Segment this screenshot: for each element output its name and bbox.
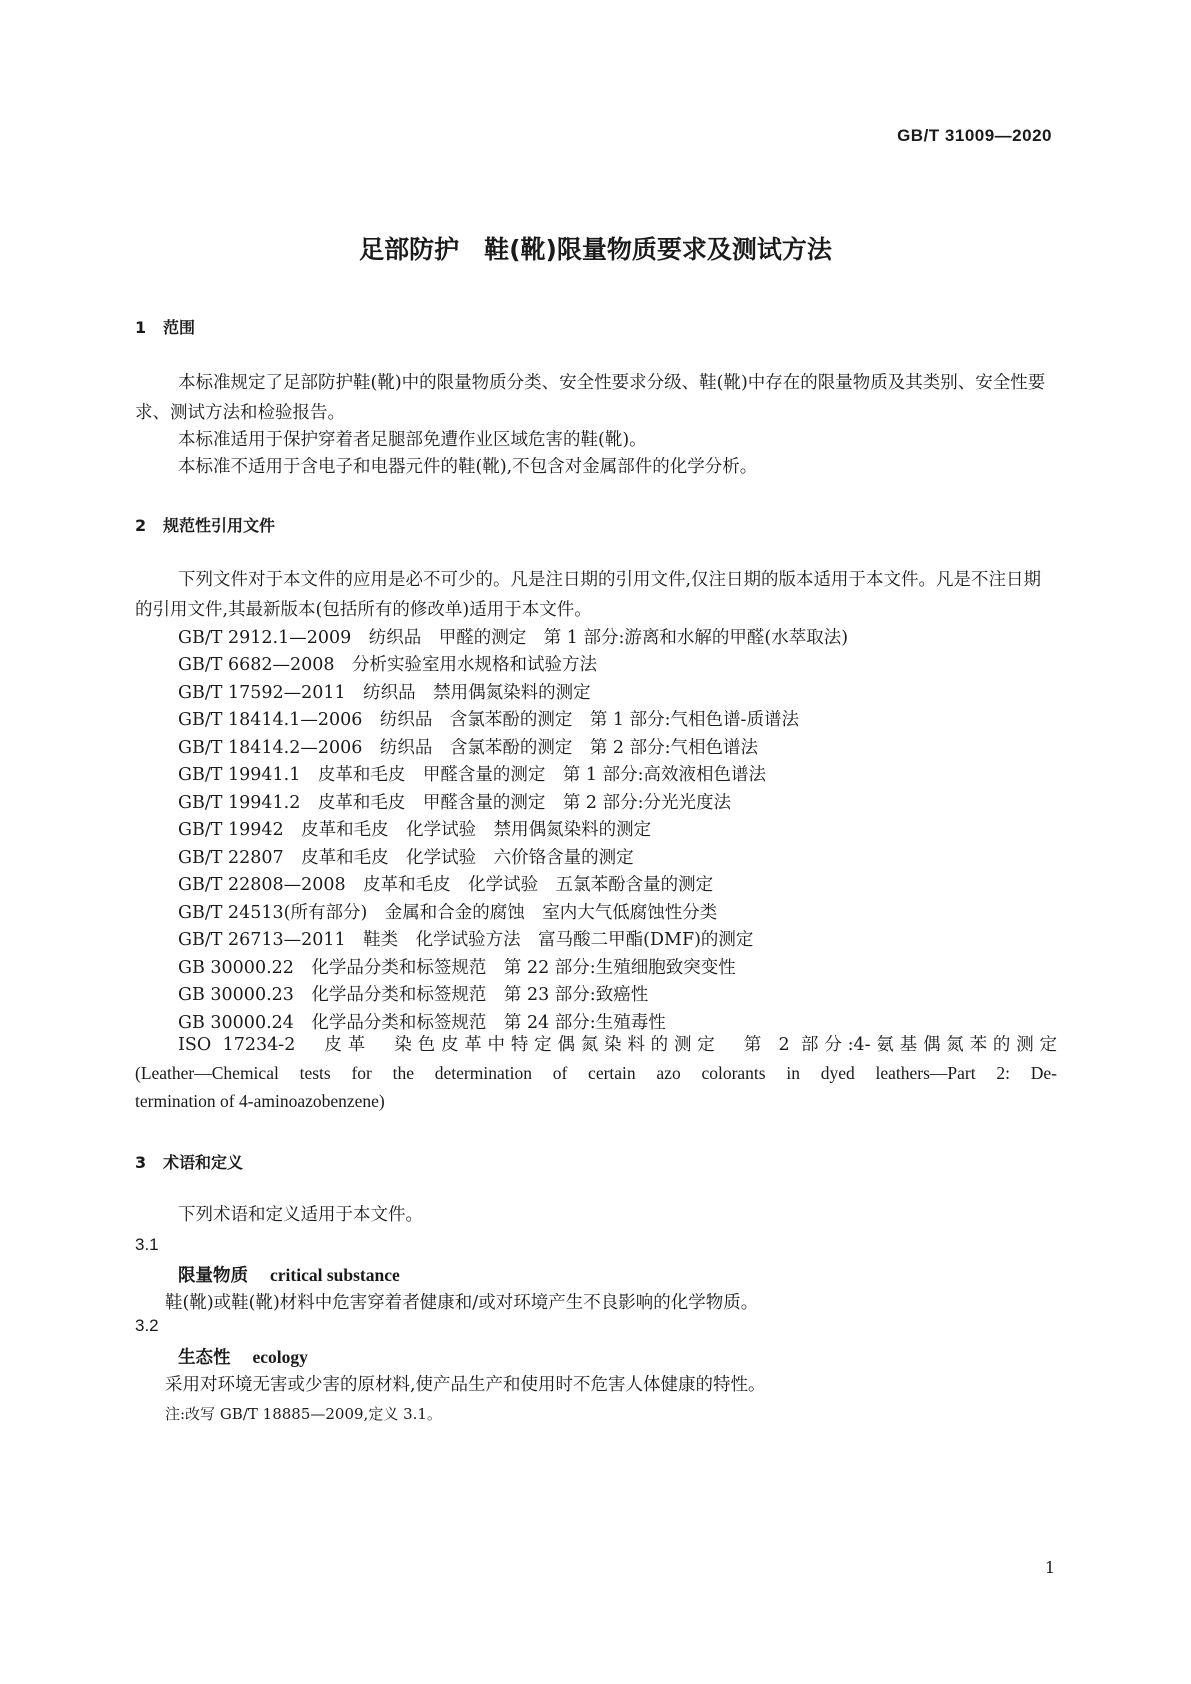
reference-item: GB 30000.22 化学品分类和标签规范 第 22 部分:生殖细胞致突变性: [178, 958, 736, 978]
page-number: 1: [1044, 1558, 1055, 1577]
reference-item: GB/T 22808—2008 皮革和毛皮 化学试验 五氯苯酚含量的测定: [178, 875, 714, 895]
reference-item: GB/T 6682—2008 分析实验室用水规格和试验方法: [178, 655, 598, 675]
document-title: 足部防护 鞋(靴)限量物质要求及测试方法: [359, 235, 832, 264]
section-number: 1: [135, 318, 147, 337]
reference-item: GB 30000.23 化学品分类和标签规范 第 23 部分:致癌性: [178, 985, 649, 1005]
term-heading: [178, 1344, 308, 1369]
section-1-heading: [135, 315, 195, 338]
reference-item: GB/T 18414.1—2006 纺织品 含氯苯酚的测定 第 1 部分:气相色谱-质谱法: [178, 710, 799, 730]
reference-item-iso: ISO 17234-2 皮革 染色皮革中特定偶氮染料的测定 第 2 部分:4-氨基偶氮苯的测定: [178, 1035, 1057, 1055]
scope-paragraph-1: 本标准规定了足部防护鞋(靴)中的限量物质分类、安全性要求分级、鞋(靴)中存在的限量物质及其类别、安全性要求、测试方法和检验报告。: [135, 373, 1046, 423]
reference-item: GB/T 26713—2011 鞋类 化学试验方法 富马酸二甲酯(DMF)的测定: [178, 930, 754, 950]
reference-item: GB/T 22807 皮革和毛皮 化学试验 六价铬含量的测定: [178, 848, 634, 868]
reference-item: GB/T 19941.2 皮革和毛皮 甲醛含量的测定 第 2 部分:分光光度法: [178, 793, 731, 813]
reference-item: GB/T 19941.1 皮革和毛皮 甲醛含量的测定 第 1 部分:高效液相色谱法: [178, 765, 766, 785]
term-heading: [178, 1262, 400, 1287]
term-definition: 采用对环境无害或少害的原材料,使产品生产和使用时不危害人体健康的特性。: [165, 1375, 766, 1395]
reference-item: GB/T 19942 皮革和毛皮 化学试验 禁用偶氮染料的测定: [178, 820, 652, 840]
term-english: critical substance: [270, 1265, 400, 1285]
scope-paragraph-3: 本标准不适用于含电子和电器元件的鞋(靴),不包含对金属部件的化学分析。: [178, 457, 758, 477]
section-3-heading: [135, 1150, 243, 1173]
reference-item: GB/T 24513(所有部分) 金属和合金的腐蚀 室内大气低腐蚀性分类: [178, 903, 718, 923]
terms-intro: 下列术语和定义适用于本文件。: [178, 1205, 423, 1225]
section-title: 范围: [163, 318, 196, 337]
term-note: 注:改写 GB/T 18885—2009,定义 3.1。: [165, 1405, 442, 1423]
term-number: 3.1: [135, 1235, 159, 1254]
reference-item: GB 30000.24 化学品分类和标签规范 第 24 部分:生殖毒性: [178, 1013, 666, 1033]
section-title: 规范性引用文件: [163, 516, 276, 535]
reference-item: GB/T 17592—2011 纺织品 禁用偶氮染料的测定: [178, 683, 591, 703]
section-title: 术语和定义: [163, 1153, 244, 1172]
references-intro: 下列文件对于本文件的应用是必不可少的。凡是注日期的引用文件,仅注日期的版本适用于本文件。凡是不注日期的引用文件,其最新版本(包括所有的修改单)适用于本文件。: [135, 570, 1042, 620]
reference-item-iso-en-cont: termination of 4-aminoazobenzene): [135, 1091, 385, 1111]
reference-item: GB/T 2912.1—2009 纺织品 甲醛的测定 第 1 部分:游离和水解的甲醛(水萃取法): [178, 628, 849, 648]
section-number: 3: [135, 1153, 147, 1172]
reference-item: GB/T 18414.2—2006 纺织品 含氯苯酚的测定 第 2 部分:气相色谱法: [178, 738, 759, 758]
term-definition: 鞋(靴)或鞋(靴)材料中危害穿着者健康和/或对环境产生不良影响的化学物质。: [165, 1293, 759, 1313]
standard-code: GB/T 31009—2020: [897, 126, 1052, 145]
term-number: 3.2: [135, 1316, 159, 1335]
term-english: ecology: [252, 1347, 308, 1367]
term-chinese: 生态性: [178, 1348, 231, 1368]
reference-item-iso-en: (Leather—Chemical tests for the determination of certain azo colorants in dyed leathers—Part 2: De-: [135, 1063, 1057, 1083]
section-2-heading: [135, 513, 275, 536]
section-number: 2: [135, 516, 147, 535]
term-chinese: 限量物质: [178, 1266, 248, 1286]
scope-paragraph-2: 本标准适用于保护穿着者足腿部免遭作业区域危害的鞋(靴)。: [178, 430, 647, 450]
